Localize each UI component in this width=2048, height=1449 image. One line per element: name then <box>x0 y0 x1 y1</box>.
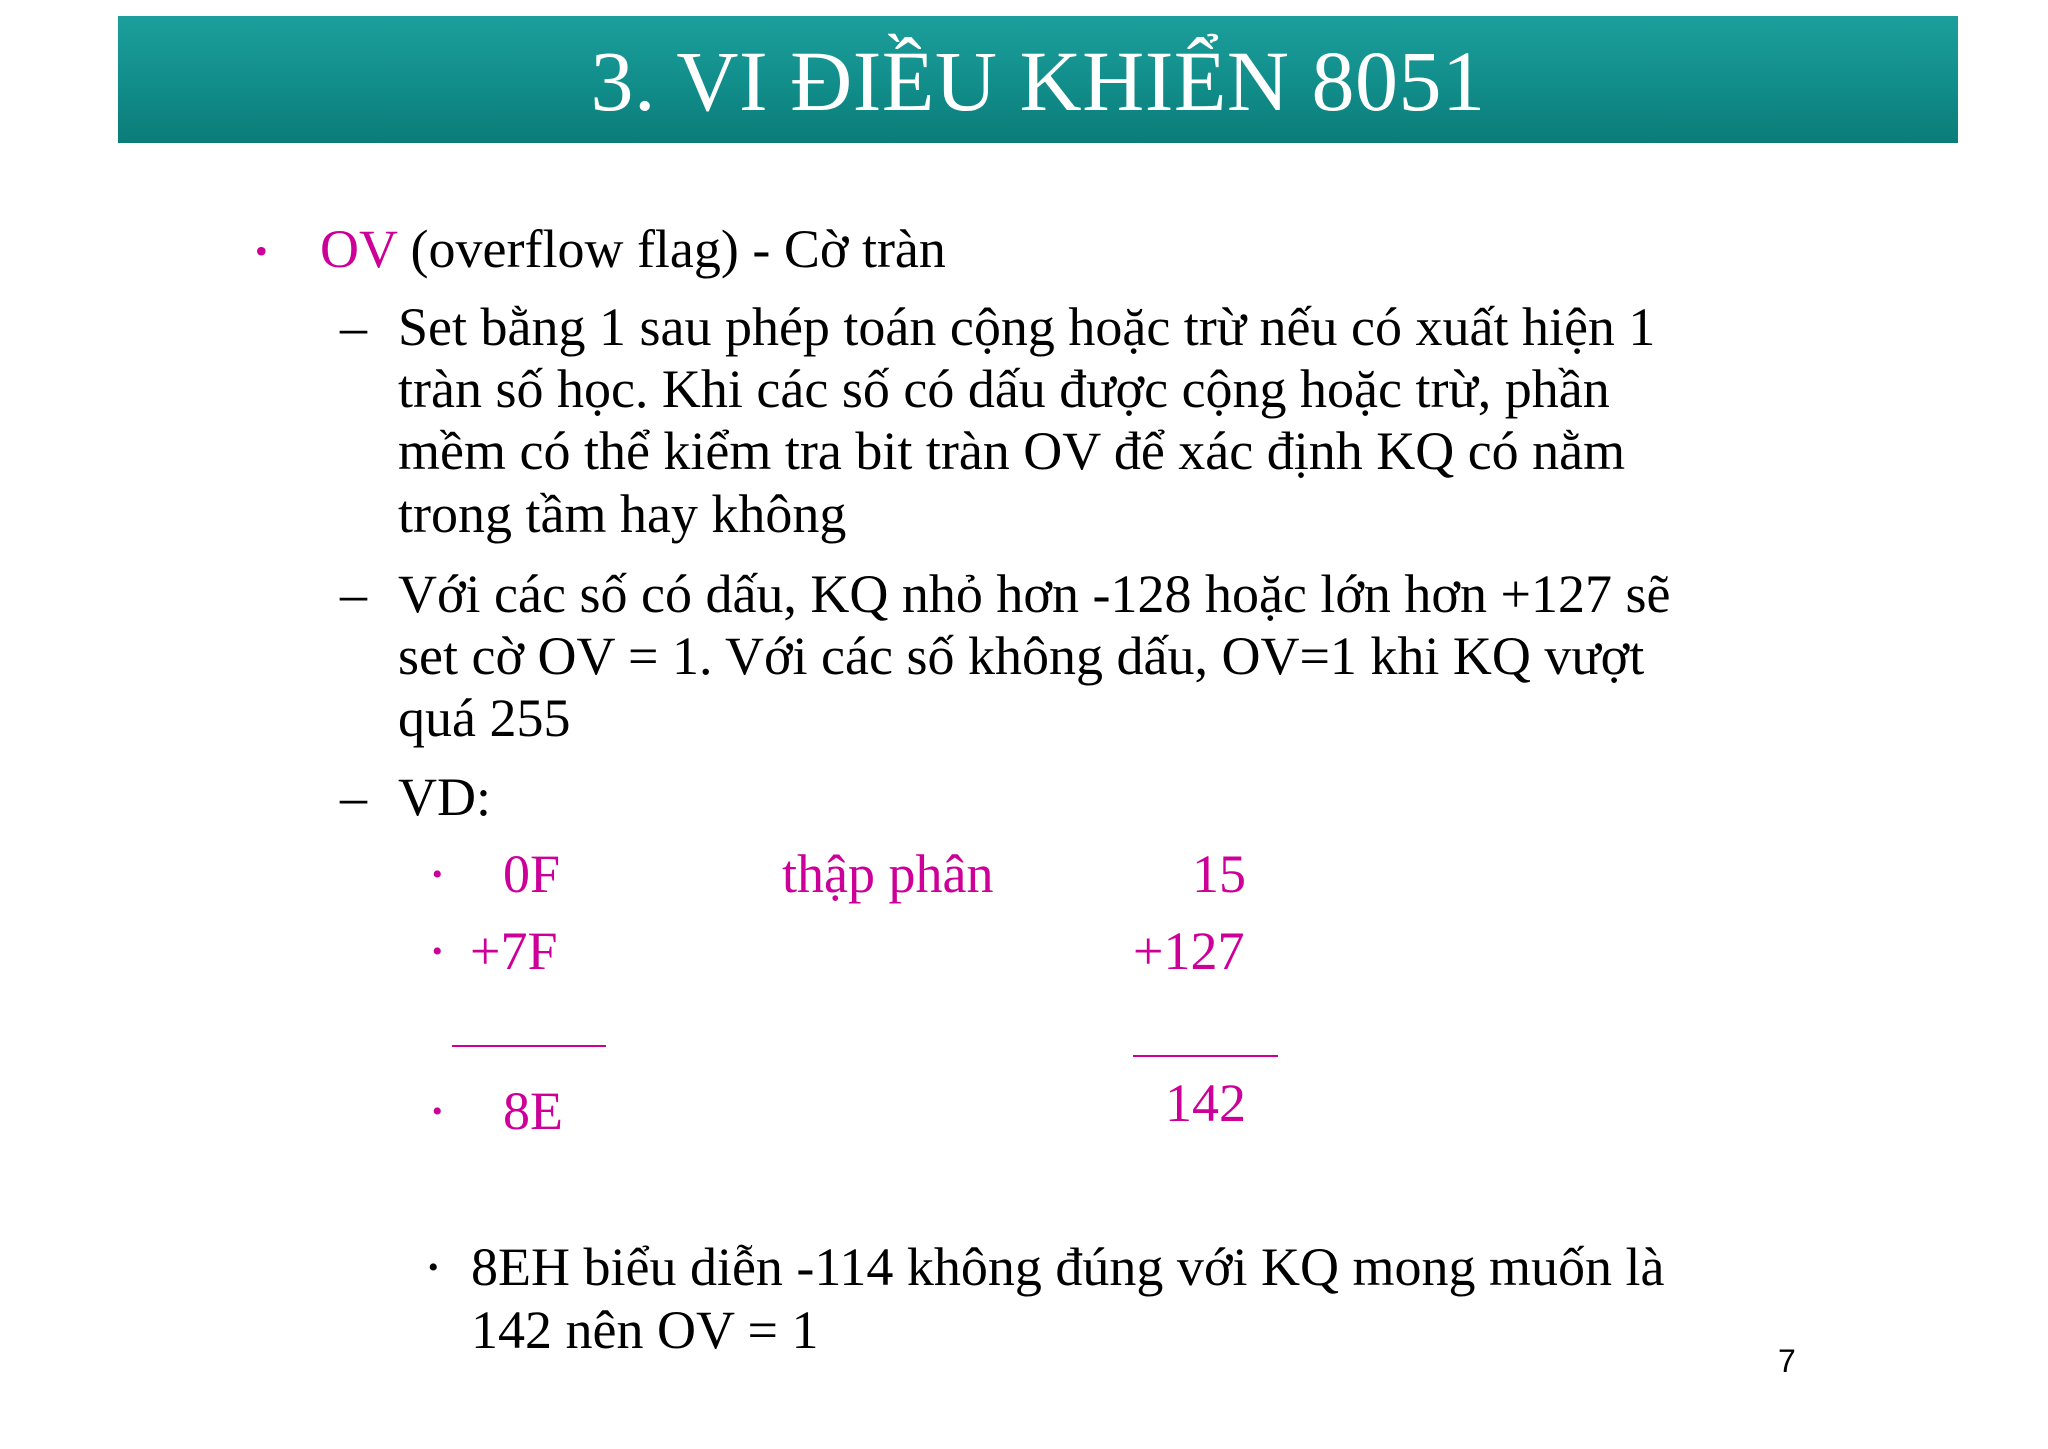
sub2-dash: – <box>340 564 367 624</box>
sub1-line-4: trong tầm hay không <box>398 484 847 544</box>
slide-title: 3. VI ĐIỀU KHIỂN 8051 <box>590 32 1486 129</box>
conclusion-bullet: • <box>428 1251 439 1284</box>
example-dec-1: 15 <box>1192 844 1246 904</box>
sub1-dash: – <box>340 297 367 357</box>
ov-description: (overflow flag) - Cờ tràn <box>397 219 946 279</box>
sub2-line-2: set cờ OV = 1. Với các số không dấu, OV=1 khi KQ vượt <box>398 626 1645 686</box>
example-hex-3: 8E <box>503 1081 563 1141</box>
bullet-dot: • <box>255 231 268 271</box>
example-dec-2: +127 <box>1133 921 1245 981</box>
sum-line-dec <box>1133 1055 1278 1057</box>
sub2-line-3: quá 255 <box>398 688 571 748</box>
example-mid-label: thập phân <box>782 844 994 904</box>
sub2-line-1: Với các số có dấu, KQ nhỏ hơn -128 hoặc lớn hơn +127 sẽ <box>398 564 1671 624</box>
conclusion-line-1: 8EH biểu diễn -114 không đúng với KQ mong muốn là <box>471 1237 1665 1297</box>
conclusion-line-2: 142 nên OV = 1 <box>471 1300 819 1360</box>
title-bar <box>118 16 1958 143</box>
example-bullet-2: • <box>432 935 443 968</box>
sub3-dash: – <box>340 767 367 827</box>
example-dec-3: 142 <box>1165 1073 1246 1133</box>
example-hex-1: 0F <box>503 844 561 904</box>
example-hex-2: +7F <box>470 921 558 981</box>
example-bullet-3: • <box>432 1095 443 1128</box>
sub1-line-2: tràn số học. Khi các số có dấu được cộng hoặc trừ, phần <box>398 359 1610 419</box>
example-label: VD: <box>398 767 491 827</box>
bullet-ov <box>320 219 946 279</box>
sub1-line-1: Set bằng 1 sau phép toán cộng hoặc trừ nếu có xuất hiện 1 <box>398 297 1656 357</box>
sum-line-hex <box>452 1045 606 1047</box>
ov-term: OV <box>320 219 398 279</box>
sub1-line-3: mềm có thể kiểm tra bit tràn OV để xác định KQ có nằm <box>398 421 1626 481</box>
page-number: 7 <box>1778 1343 1796 1379</box>
example-bullet-1: • <box>432 858 443 891</box>
